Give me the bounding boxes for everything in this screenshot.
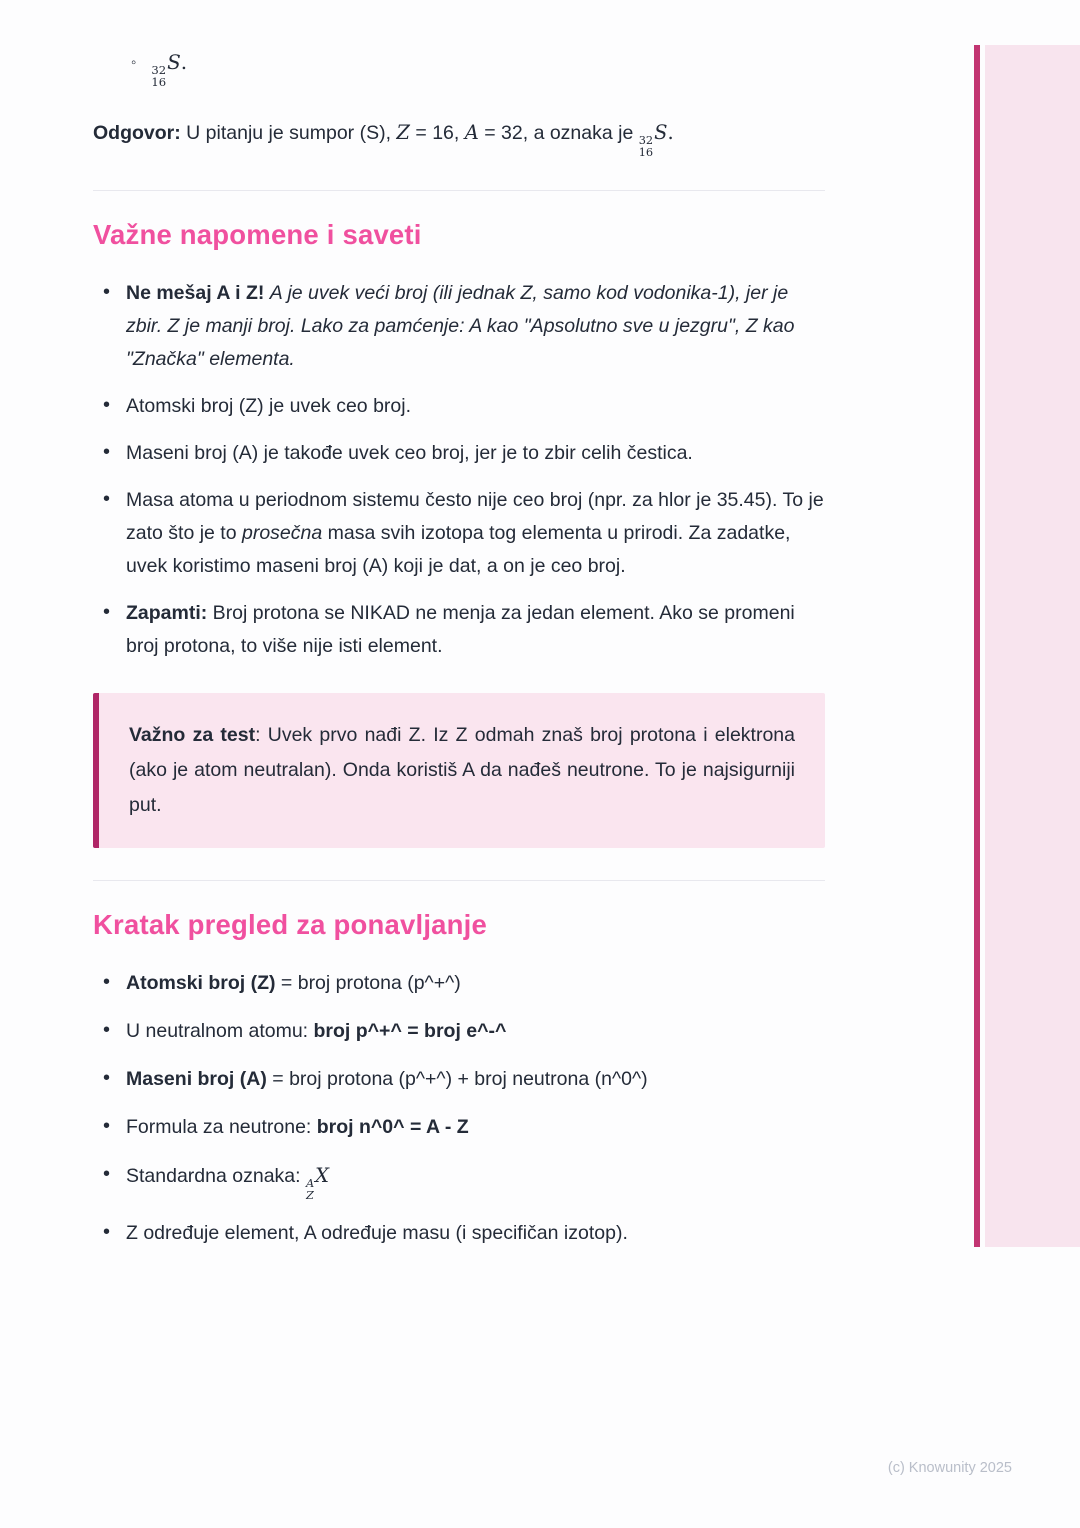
callout-text: : Uvek prvo nađi Z. Iz Z odmah znaš broj protona i elektrona (ako je atom neutralan). Onda koristiš A da nađeš neutrone. To je najsigurniji put. (129, 724, 795, 817)
mass-atomic-stack (306, 1178, 314, 1202)
review-bold: Maseni broj (A) (126, 1068, 267, 1091)
review-text: Formula za neutrone: (126, 1116, 317, 1139)
period: . (180, 50, 188, 74)
review-text: = broj protona (p^+^) + broj neutrona (n^0^) (266, 1068, 648, 1091)
review-bold: broj p^+^ = broj e^-^ (313, 1020, 507, 1043)
review-bold: Atomski broj (Z) (126, 972, 276, 995)
mass-atomic-stack (151, 64, 166, 88)
list-item (93, 1217, 825, 1250)
a-variable: A (305, 1177, 315, 1191)
review-text: Standardna oznaka: (126, 1165, 306, 1188)
review-text: U neutralnom atomu: (126, 1020, 314, 1043)
atomic-number: 16 (638, 145, 654, 159)
circle-bullet-icon: ◦ (131, 54, 137, 71)
note-italic: prosečna (241, 522, 323, 545)
section-divider (93, 190, 825, 191)
element-symbol: S (654, 120, 668, 144)
right-accent-panel (985, 45, 1080, 1247)
section-title-review: Kratak pregled za ponavljanje (93, 909, 487, 941)
note-text: Maseni broj (A) je takođe uvek ceo broj, jer je to zbir celih čestica. (126, 442, 693, 465)
atomic-number: 16 (151, 75, 167, 90)
review-bold: broj n^0^ = A - Z (316, 1116, 469, 1139)
section-divider (93, 880, 825, 881)
right-accent-line (974, 45, 980, 1247)
callout-paragraph (129, 718, 795, 823)
important-callout (93, 693, 825, 848)
note-italic: A je uvek veći broj (ili jednak Z, samo kod vodonika-1), jer je zbir. Z je manji broj. Lako za pamćenje: A kao "Apsolutno sve u jezgru", Z kao "Značka" elementa. (126, 282, 795, 371)
x-variable: X (315, 1164, 330, 1188)
section-title-notes: Važne napomene i saveti (93, 219, 422, 251)
answer-label: Odgovor: (93, 121, 181, 144)
answer-text-1: U pitanju je sumpor (S), (180, 121, 397, 144)
review-list (93, 967, 825, 1250)
mass-number: 32 (151, 63, 167, 78)
isotope-sub-bullet (131, 50, 825, 89)
answer-text-3: = 32, a oznaka je (478, 121, 639, 144)
z-variable: Z (396, 120, 410, 144)
note-text: masa svih izotopa tog elementa u prirodi. Za zadatke, uvek koristimo maseni broj (A) koji je dat, a on je ceo broj. (126, 522, 791, 578)
review-text: = broj protona (p^+^) (275, 972, 461, 995)
z-variable: Z (305, 1189, 314, 1203)
notes-list (93, 277, 825, 663)
list-item (93, 1159, 825, 1202)
callout-bold: Važno za test (129, 724, 256, 747)
review-text: Z određuje element, A određuje masu (i specifičan izotop). (126, 1222, 628, 1245)
list-item (93, 1015, 825, 1048)
mass-number: 32 (638, 133, 654, 147)
answer-text-2: = 16, (409, 121, 465, 144)
list-item (93, 597, 825, 663)
list-item (93, 277, 825, 376)
list-item (93, 1063, 825, 1096)
note-bold: Zapamti: (126, 602, 208, 625)
list-item (93, 484, 825, 583)
list-item (93, 390, 825, 423)
isotope-notation (151, 50, 187, 89)
mass-atomic-stack (639, 135, 653, 159)
note-text: Atomski broj (Z) je uvek ceo broj. (126, 395, 412, 418)
answer-paragraph (93, 116, 825, 159)
note-bold: Ne mešaj A i Z! (126, 282, 270, 305)
element-symbol: S (167, 50, 181, 74)
copyright-notice: (c) Knowunity 2025 (887, 1460, 1012, 1476)
list-item (93, 437, 825, 470)
period: . (667, 120, 674, 144)
note-text: Broj protona se NIKAD ne menja za jedan element. Ako se promeni broj protona, to više nije isti element. (126, 602, 795, 658)
a-variable: A (464, 120, 479, 144)
note-text: Masa atoma u periodnom sistemu često nije ceo broj (npr. za hlor je 35.45). To je zato što je to (126, 489, 824, 545)
list-item (93, 1111, 825, 1144)
list-item (93, 967, 825, 1000)
